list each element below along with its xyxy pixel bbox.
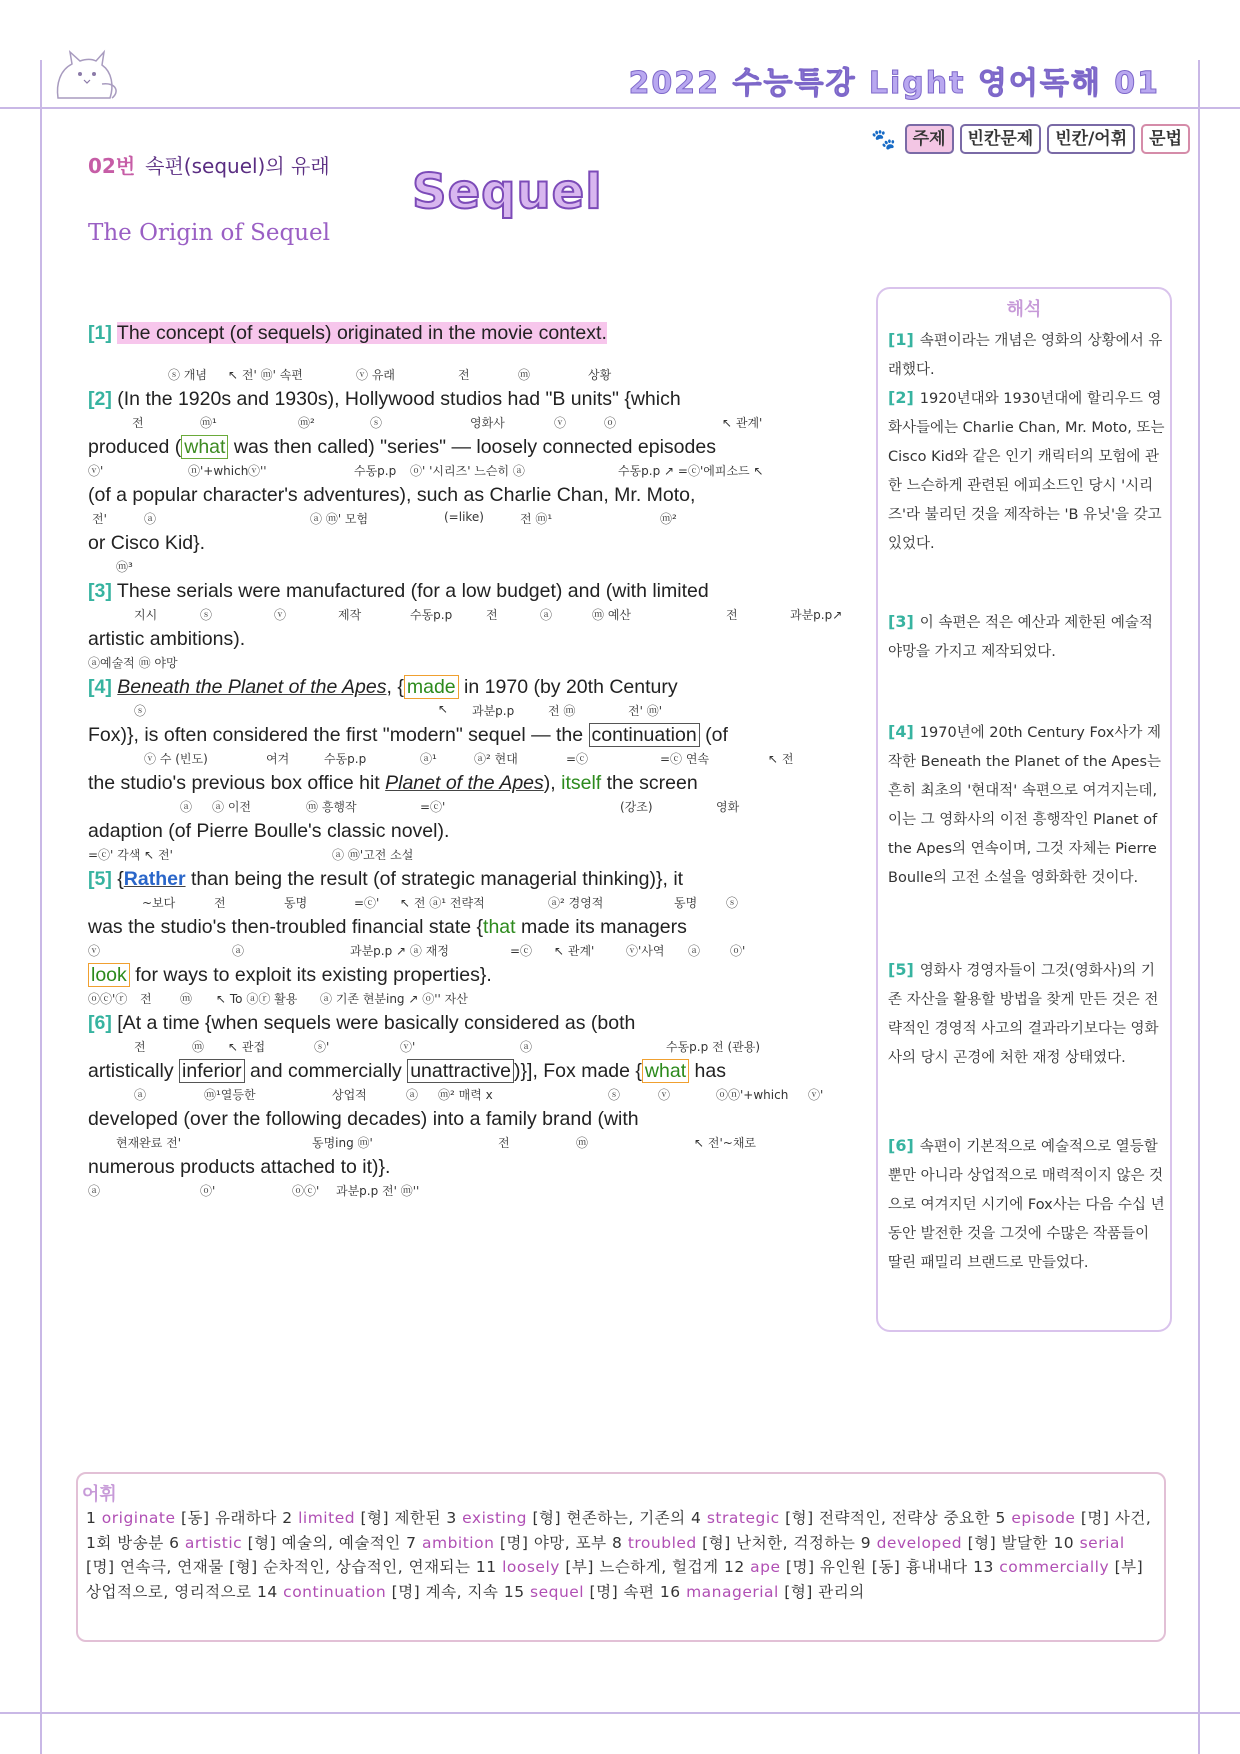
annotation: ⓝ'+which [188, 464, 249, 478]
annotation: ⓜ¹ [200, 416, 217, 430]
vocab-meaning: [형] 예술의, 예술적인 [242, 1533, 407, 1552]
annotation: ⓐ 기존 현분ing ↗ ⓞ'' 자산 [320, 992, 468, 1006]
vocab-entry [504, 1583, 660, 1601]
annotation: 동명 [674, 896, 698, 910]
vocab-entry [691, 1509, 995, 1527]
sentence-number: [6] [88, 1012, 112, 1034]
annotation: ⓐ [688, 944, 701, 958]
vocab-word: commercially [999, 1558, 1110, 1576]
annotation-line [88, 606, 846, 624]
annotation-line [88, 894, 846, 912]
vocab-number: 15 [503, 1582, 530, 1601]
annotation: 수동p.p [410, 608, 453, 622]
translation-item [888, 325, 1166, 385]
vocab-meaning: [명] 속편 [584, 1582, 660, 1601]
annotation: ⓞ' [730, 944, 746, 958]
vocab-meaning: [명] 연속극, 연재물 [형] 순차적인, 상습적인, 연재되는 [86, 1558, 476, 1576]
annotation: =ⓒ [566, 752, 589, 766]
annotation: (강조) [620, 800, 653, 814]
annotation: ⓐ [520, 1040, 533, 1054]
translation-item [888, 383, 1166, 559]
translation-text: 1920년대와 1930년대에 할리우드 영화사들에는 Charlie Chan, Mr. Moto, 또는 Cisco Kid와 같은 인기 캐릭터의 모험에 관한 느슨하게 관련된 에피소드인 당시 '시리즈'라 불리던 것을 제작하는 'B 유닛'을 갖고 있었다. [888, 391, 1165, 552]
vocab-meaning: [동] 유래하다 [175, 1509, 283, 1527]
annotation-line [88, 702, 846, 720]
vocab-number: 1 [86, 1509, 102, 1527]
annotation: ⓞⓒ'ⓡ [88, 992, 128, 1006]
vocab-word: loosely [502, 1558, 560, 1576]
translation-text: 영화사 경영자들이 그것(영화사)의 기존 자산을 활용할 방법을 찾게 만든 것은 전략적인 경영적 사고의 결과라기보다는 영화사의 당시 곤경에 처한 재정 상태였다. [888, 963, 1159, 1066]
annotation: ⓐ [232, 944, 245, 958]
vocab-entry [86, 1509, 282, 1527]
sentence-text: for ways to exploit its existing properties}. [129, 964, 492, 986]
vocab-meaning: [형] 발달한 [962, 1533, 1054, 1552]
annotation: ⓥ' [808, 1088, 824, 1102]
annotation: ⓐ² 현대 [474, 752, 518, 766]
annotation: ⓞⓝ'+which [716, 1088, 789, 1102]
sentence-text: the studio's previous box office hit [88, 772, 386, 794]
annotation-line [88, 990, 846, 1008]
section-label-text: 속편(sequel)의 유래 [145, 154, 330, 178]
annotation: ⓜ [180, 992, 193, 1006]
sentence-text: [At a time {when sequels were basically considered as (both [117, 1012, 636, 1034]
annotation: =ⓒ [510, 944, 533, 958]
annotation: ⓥ 유래 [356, 368, 395, 382]
sentence-text: produced ( [88, 436, 182, 458]
annotation-line [88, 1086, 846, 1104]
annotation: ⓥ'' [248, 464, 267, 478]
sentence-number: [2] [88, 388, 112, 410]
annotation: (=like) [444, 510, 484, 524]
vocab-number: 14 [257, 1582, 284, 1601]
annotation: ⓜ² [298, 416, 315, 430]
translation-number: [2] [888, 388, 914, 407]
annotation: ⓐ [540, 608, 553, 622]
annotation: ⓢ [370, 416, 383, 430]
annotation: ⓜ [518, 368, 531, 382]
annotation-line [88, 750, 846, 768]
annotation: ⓢ [134, 704, 147, 718]
annotation: =ⓒ' 각색 ↖ 전' [88, 848, 173, 862]
annotation: ⓐ² 경영적 [548, 896, 604, 910]
annotation: ↖ 관계' [722, 416, 763, 430]
tag-blank-problem[interactable]: 빈칸문제 [960, 124, 1042, 154]
annotation: ⓐ ⓜ' 모험 [310, 512, 369, 526]
passage [88, 318, 846, 1200]
vocab-word: limited [298, 1509, 356, 1527]
tag-blank-vocab[interactable]: 빈칸/어휘 [1047, 124, 1135, 154]
word-that: that [483, 916, 516, 938]
annotation: ⓞ' '시리즈' 느슨히 ⓐ [410, 464, 525, 478]
annotation: 전 [132, 416, 144, 430]
frame-bottom-line [0, 1712, 1240, 1714]
annotation: 전' [92, 512, 107, 526]
vocab-word: troubled [627, 1533, 697, 1552]
annotation: ⓞ' [200, 1184, 216, 1198]
annotation: 전 [498, 1136, 510, 1150]
annotation: ⓐ ⓜ'고전 소설 [332, 848, 414, 862]
word-rather: Rather [123, 868, 186, 890]
annotation: ⓐ [144, 512, 157, 526]
vocab-number: 12 [723, 1558, 751, 1576]
tag-bar [869, 124, 1190, 154]
frame-top-line [0, 107, 1240, 109]
annotation-line [88, 1182, 846, 1200]
sentence-text: )}], Fox made { [514, 1060, 642, 1082]
annotation: 동명 [284, 896, 308, 910]
vocab-word: episode [1011, 1509, 1076, 1527]
annotation: ⓥ [658, 1088, 671, 1102]
annotation: ⓐ 이전 [212, 800, 251, 814]
vocab-entry [861, 1534, 1054, 1552]
sentence-number: [4] [88, 676, 112, 698]
translation-number: [6] [888, 1136, 914, 1155]
annotation: ⓜ¹열등한 [204, 1088, 256, 1102]
sentence-text: adaption (of Pierre Boulle's classic novel). [88, 820, 450, 842]
vocabulary-box [76, 1472, 1166, 1642]
annotation: ⓜ³ [116, 560, 133, 574]
vocab-number: 16 [659, 1582, 687, 1601]
sentence-number: [5] [88, 868, 112, 890]
annotation: ⓢ 개념 [168, 368, 207, 382]
annotation: ⓥ [554, 416, 567, 430]
sentence-text: (of [699, 724, 728, 746]
vocab-entry [724, 1558, 973, 1576]
boxed-word-inferior: inferior [179, 1059, 245, 1083]
annotation: 전 [486, 608, 498, 622]
annotation: 여겨 [266, 752, 290, 766]
sentence-text: (of a popular character's adventures), such as Charlie Chan, Mr. Moto, [88, 484, 696, 506]
paw-icon: 🐾 [871, 127, 897, 151]
sentence-text: artistic ambitions). [88, 628, 246, 650]
sentence-text: These serials were manufactured (for a low budget) and (with limited [116, 580, 709, 602]
vocab-word: existing [462, 1509, 528, 1527]
sentence-text: Fox)}, is often considered the first "modern" sequel — the [88, 724, 589, 746]
vocab-meaning: [명] 야망, 포부 [494, 1533, 613, 1552]
annotation-line [88, 558, 846, 576]
annotation: 수동p.p ↗ =ⓒ'에피소드 ↖ [618, 464, 764, 478]
annotation: 전 [458, 368, 470, 382]
annotation: ⓜ² 매력 x [438, 1088, 493, 1102]
annotation: ↖ [438, 702, 449, 716]
sentence-text: made its managers [515, 916, 687, 938]
annotation: 전 [214, 896, 226, 910]
tag-grammar[interactable]: 문법 [1141, 124, 1190, 154]
vocab-meaning: [형] 전략적인, 전략상 중요한 [779, 1509, 996, 1527]
vocab-number: 6 [169, 1533, 185, 1552]
sentence-text: was the studio's then-troubled financial state { [88, 916, 484, 938]
annotation: 영화사 [470, 416, 505, 430]
annotation: 수동p.p 전 (관용) [666, 1040, 761, 1054]
annotation: 전' ⓜ' [628, 704, 663, 718]
vocab-number: 7 [406, 1533, 422, 1552]
sentence-text: (In the 1920s and 1930s), Hollywood studios had "B units" {which [117, 388, 681, 410]
sentence-text: artistically [88, 1060, 180, 1082]
movie-title: Beneath the Planet of the Apes [117, 676, 387, 698]
annotation: ↖ 전'~채로 [694, 1136, 756, 1150]
annotation-line [88, 510, 846, 528]
annotation: 영화 [716, 800, 740, 814]
vocab-meaning: [부] 느슨하게, 헐겁게 [559, 1558, 724, 1576]
header-title: 2022 수능특강 Light 영어독해 01 [628, 66, 1160, 101]
annotation: ⓐ예술적 ⓜ 야망 [88, 656, 178, 670]
vocab-word: serial [1079, 1533, 1125, 1552]
translation-number: [4] [888, 722, 914, 741]
annotation-line [88, 798, 846, 816]
topic-sentence: The concept (of sequels) originated in the movie context. [116, 322, 607, 344]
translation-item [888, 607, 1166, 667]
sentence-number: [3] [88, 580, 112, 602]
sentence-text: the screen [601, 772, 698, 794]
annotation: ⓥ 수 (빈도) [144, 752, 208, 766]
annotation: ⓥ [88, 944, 101, 958]
sentence-text: than being the result (of strategic managerial thinking)}, it [185, 868, 684, 890]
annotation: ⓢ [608, 1088, 621, 1102]
annotation: ⓞⓒ' [292, 1184, 320, 1198]
vocab-meaning: [명] 계속, 지속 [386, 1582, 504, 1601]
vocab-number: 8 [612, 1533, 628, 1552]
boxed-word-what-2: what [642, 1059, 689, 1083]
tag-topic[interactable]: 주제 [905, 124, 954, 154]
frame-right-line [1198, 60, 1200, 1754]
vocab-entry [660, 1583, 865, 1601]
annotation: ⓢ [200, 608, 213, 622]
translation-item [888, 955, 1166, 1073]
vocab-number: 4 [691, 1509, 707, 1527]
vocab-number: 9 [860, 1533, 877, 1552]
annotation-line [88, 366, 846, 384]
translation-text: 이 속편은 적은 예산과 제한된 예술적 야망을 가지고 제작되었다. [888, 615, 1153, 660]
annotation: 제작 [338, 608, 362, 622]
annotation: 현재완료 전' [116, 1136, 182, 1150]
annotation-line [88, 414, 846, 432]
sentence-text: ), [543, 772, 562, 794]
vocab-word: artistic [184, 1533, 243, 1552]
sentence-number: [1] [88, 322, 112, 344]
sentence-text: in 1970 (by 20th Century [458, 676, 678, 698]
sentence-text: or Cisco Kid}. [88, 532, 206, 554]
annotation: 과분p.p 전' ⓜ'' [336, 1184, 420, 1198]
vocab-word: ape [750, 1558, 781, 1576]
annotation: 과분p.p [472, 704, 515, 718]
vocab-number: 5 [995, 1509, 1012, 1527]
annotation: ⓜ 예산 [592, 608, 631, 622]
annotation: ↖ 전' ⓜ' 속편 [228, 368, 303, 382]
annotation-line [88, 942, 846, 960]
boxed-word-unattractive: unattractive [407, 1059, 514, 1083]
annotation: 동명ing ⓜ' [312, 1136, 373, 1150]
annotation: ↖ 관계' [554, 944, 595, 958]
annotation: 전 ⓜ [548, 704, 576, 718]
vocab-entry [257, 1583, 504, 1601]
passage-line: [5] {Rather than being the result (of strategic managerial thinking)}, it [88, 868, 684, 890]
vocab-entry [169, 1534, 406, 1552]
annotation: ⓐ [406, 1088, 419, 1102]
annotation: ⓐ [180, 800, 193, 814]
sentence-text: numerous products attached to it)}. [88, 1156, 391, 1178]
section-label [88, 150, 330, 179]
translation-number: [5] [888, 960, 914, 979]
vocab-word: strategic [706, 1509, 780, 1527]
annotation: ⓢ [726, 896, 739, 910]
cat-mascot-icon [50, 46, 122, 106]
translation-text: 속편이라는 개념은 영화의 상황에서 유래했다. [888, 333, 1163, 378]
annotation: 수동p.p [324, 752, 367, 766]
boxed-word-made: made [404, 675, 459, 699]
page-title: Sequel [412, 164, 603, 220]
vocab-entry [406, 1534, 612, 1552]
annotation: ↖ 전 ⓐ¹ 전략적 [400, 896, 485, 910]
vocab-number: 13 [973, 1558, 1000, 1576]
sentence-text: was then called) "series" — loosely connected episodes [228, 436, 716, 458]
movie-title: Planet of the Apes [385, 772, 544, 794]
annotation: ⓐ¹ [420, 752, 437, 766]
annotation: 지시 [134, 608, 158, 622]
vocab-number: 3 [446, 1509, 463, 1527]
vocab-word: managerial [686, 1582, 779, 1601]
vocab-number: 10 [1053, 1533, 1080, 1552]
annotation: 전 ⓜ¹ [520, 512, 553, 526]
translation-title: 해석 [1006, 299, 1042, 320]
passage-line: [4] Beneath the Planet of the Apes, { made in 1970 (by 20th Century [88, 676, 678, 698]
annotation: 과분p.p↗ [790, 608, 843, 622]
vocab-number: 2 [282, 1509, 299, 1527]
page-subtitle: The Origin of Sequel [88, 220, 331, 246]
sentence-text: has [689, 1060, 726, 1082]
annotation: ↖ 전 [768, 752, 794, 766]
annotation: 전 [726, 608, 738, 622]
annotation: ⓢ' [314, 1040, 330, 1054]
annotation: ⓥ' [88, 464, 104, 478]
sentence-text: developed (over the following decades) into a family brand (with [88, 1108, 639, 1130]
vocab-word: originate [101, 1509, 176, 1527]
vocab-meaning: [명] 유인원 [동] 흉내내다 [780, 1558, 974, 1576]
annotation: ⓥ [274, 608, 287, 622]
vocab-entry [476, 1558, 724, 1576]
vocab-word: ambition [421, 1533, 495, 1552]
annotation: 과분p.p ↗ ⓐ 재정 [350, 944, 449, 958]
annotation-line [88, 1134, 846, 1152]
vocab-meaning: [형] 관리의 [778, 1582, 865, 1601]
annotation: ~보다 [142, 896, 176, 910]
annotation: ↖ To ⓐⓡ 활용 [216, 992, 298, 1006]
annotation: =ⓒ' [420, 800, 446, 814]
annotation: 수동p.p [354, 464, 397, 478]
annotation: ⓥ'사역 [626, 944, 665, 958]
annotation: ⓐ [134, 1088, 147, 1102]
annotation: ↖ 관접 [228, 1040, 266, 1054]
annotation: ⓜ 흥행작 [306, 800, 357, 814]
frame-left-line [40, 60, 42, 1754]
translation-number: [1] [888, 330, 914, 349]
annotation: ⓐ [88, 1184, 101, 1198]
translation-item [888, 1131, 1166, 1278]
annotation: =ⓒ 연속 [660, 752, 710, 766]
vocab-number: 11 [475, 1558, 503, 1576]
annotation: ⓞ [604, 416, 617, 430]
annotation: 상업적 [332, 1088, 367, 1102]
vocab-meaning: [부] 상업적으로, 영리적으로 [86, 1558, 1144, 1601]
translation-number: [3] [888, 612, 914, 631]
annotation-line [88, 462, 846, 480]
translation-panel [876, 287, 1172, 1332]
vocab-entry [282, 1509, 446, 1527]
vocab-meaning: [형] 난처한, 걱정하는 [696, 1533, 861, 1552]
vocab-entry [612, 1534, 861, 1552]
annotation: ⓜ [192, 1040, 205, 1054]
annotation: ⓜ [576, 1136, 589, 1150]
annotation: 전 [140, 992, 152, 1006]
vocab-entry [446, 1509, 691, 1527]
annotation: =ⓒ' [354, 896, 380, 910]
translation-text: 속편이 기본적으로 예술적으로 열등할 뿐만 아니라 상업적으로 매력적이지 않은 것으로 여겨지던 시기에 Fox사는 다음 수십 년 동안 발전한 것을 그것에 수많은 작품들이 딸린 패밀리 브랜드로 만들었다. [888, 1139, 1165, 1271]
section-number: 02번 [88, 154, 136, 178]
annotation: 상황 [588, 368, 612, 382]
word-itself: itself [561, 772, 602, 794]
sentence-text: and commercially [244, 1060, 408, 1082]
vocab-meaning: [명] 사건, 1회 방송분 [86, 1509, 1152, 1552]
annotation-line [88, 1038, 846, 1056]
vocab-meaning: [형] 현존하는, 기존의 [527, 1509, 692, 1527]
annotation-line [88, 654, 846, 672]
vocabulary-list [86, 1506, 1156, 1604]
boxed-word-continuation: continuation [589, 723, 700, 747]
vocab-word: developed [876, 1533, 963, 1552]
vocabulary-title: 어휘 [82, 1484, 117, 1505]
annotation: ⓜ² [660, 512, 677, 526]
boxed-word-what: what [181, 435, 228, 459]
annotation: 전 [134, 1040, 146, 1054]
boxed-word-look: look [88, 963, 130, 987]
annotation: ⓥ' [400, 1040, 416, 1054]
vocab-word: continuation [283, 1582, 387, 1601]
annotation-line [88, 846, 846, 864]
vocab-word: sequel [530, 1582, 585, 1601]
translation-item [888, 717, 1166, 893]
vocab-meaning: [형] 제한된 [355, 1509, 447, 1527]
translation-text: 1970년에 20th Century Fox사가 제작한 Beneath the Planet of the Apes는 흔히 최초의 '현대적' 속편으로 여겨지는데, 이는 그 영화사의 이전 흥행작인 Planet of the Apes의 연속이며, 그것 자체는 Pierre Boulle의 고전 소설을 영화화한 것이다. [888, 725, 1162, 886]
